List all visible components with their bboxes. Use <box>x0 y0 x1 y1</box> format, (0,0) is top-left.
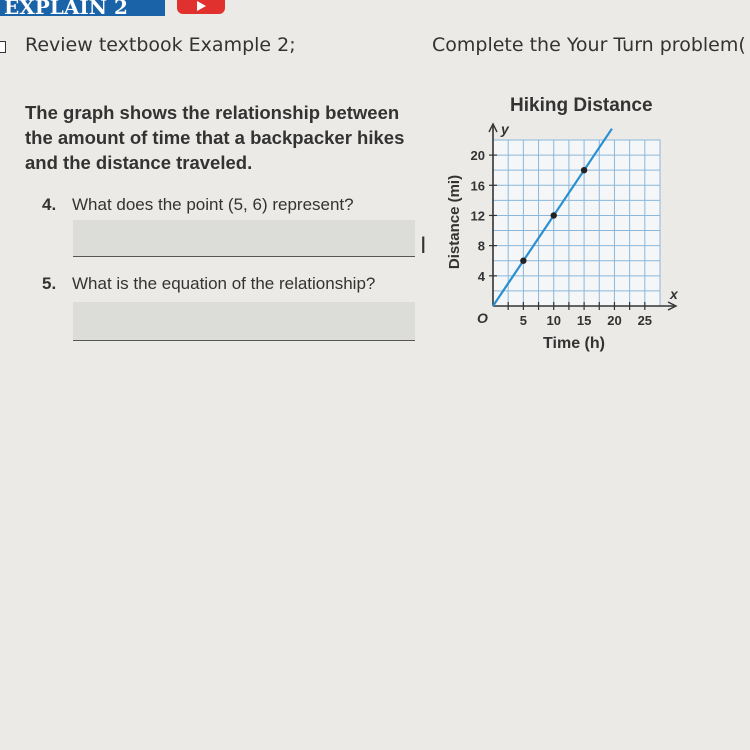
x-tick-label: 15 <box>576 313 592 328</box>
y-axis-label: Distance (mi) <box>446 174 463 270</box>
hiking-distance-chart <box>430 115 700 360</box>
chart-grid <box>493 140 660 306</box>
y-tick-label: 8 <box>477 238 485 254</box>
x-tick-label: 25 <box>637 313 653 328</box>
origin-label: O <box>477 310 488 326</box>
question-5-number: 5. <box>42 274 57 293</box>
task-review: Review textbook Example 2; <box>25 34 296 56</box>
question-4-number: 4. <box>42 195 57 214</box>
x-tick-label: 20 <box>607 313 622 328</box>
x-tick-label: 10 <box>546 313 561 328</box>
x-axis-label: Time (h) <box>543 335 605 352</box>
play-button[interactable] <box>177 0 225 14</box>
y-tick-label: 20 <box>470 148 485 164</box>
question-5 <box>42 274 375 294</box>
data-point <box>551 212 557 218</box>
data-point <box>520 258 526 264</box>
x-tick-label: 5 <box>519 313 527 328</box>
question-5-answer-field[interactable] <box>73 302 415 341</box>
task-checkbox[interactable] <box>0 41 6 53</box>
y-axis-letter: y <box>501 121 509 137</box>
x-axis-letter: x <box>670 286 678 302</box>
play-icon <box>197 1 206 11</box>
section-banner: EXPLAIN 2 <box>0 0 165 16</box>
chart-title: Hiking Distance <box>510 95 653 116</box>
question-5-text: What is the equation of the relationship? <box>72 274 376 293</box>
data-point <box>581 167 587 173</box>
y-tick-label: 4 <box>477 268 485 284</box>
y-tick-label: 12 <box>470 208 485 224</box>
grid-background <box>493 140 660 306</box>
question-4-answer-field[interactable] <box>73 220 415 257</box>
text-cursor-icon: I <box>420 234 427 259</box>
question-4-text: What does the point (5, 6) represent? <box>72 195 354 214</box>
problem-prompt: The graph shows the relationship between the amount of time that a backpacker hikes and the distance traveled. <box>25 102 405 173</box>
y-tick-label: 16 <box>470 178 485 194</box>
question-4 <box>42 195 354 215</box>
task-complete: Complete the Your Turn problem( <box>432 34 746 56</box>
